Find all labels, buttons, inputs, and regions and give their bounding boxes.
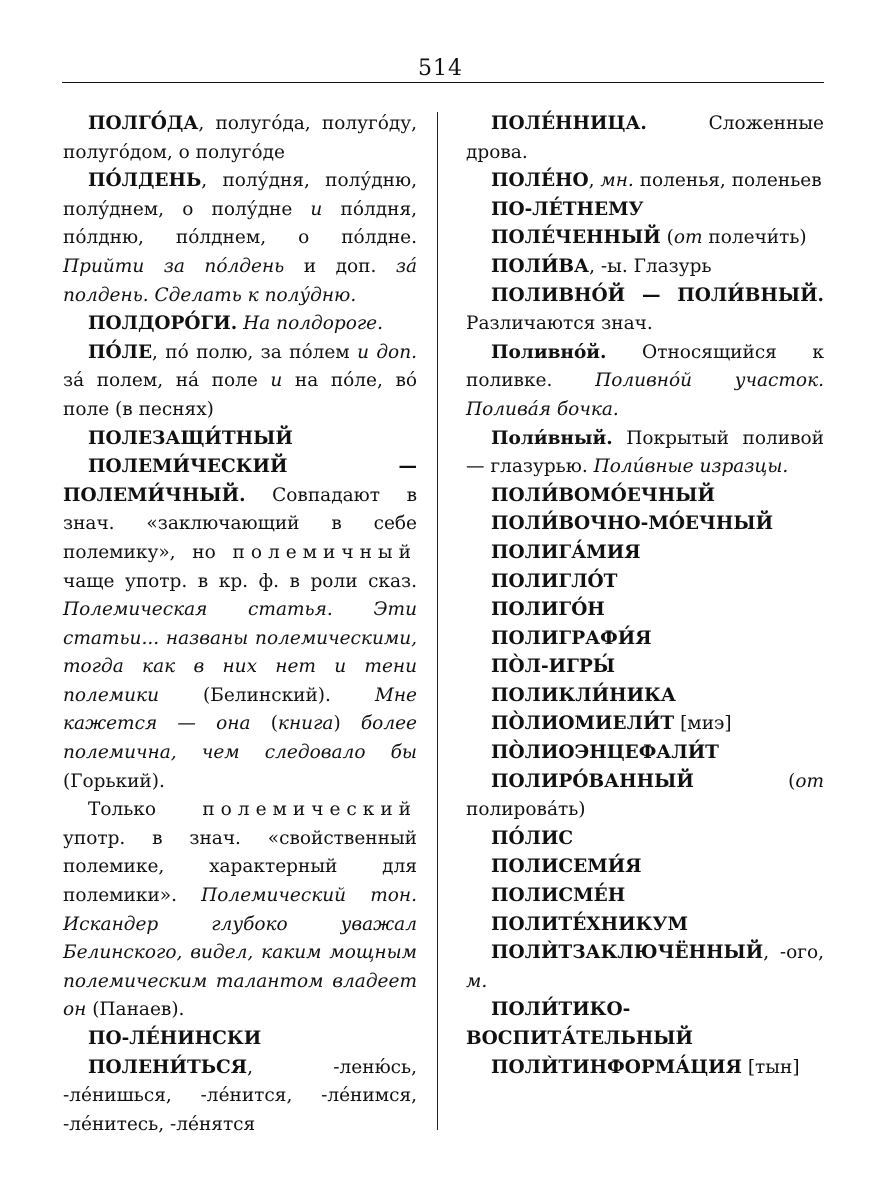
- entry-text: по́лдня, по́лдню, по́лднем, о по́лдне.: [63, 198, 417, 249]
- entry-polechenny: [466, 224, 824, 253]
- right-column: [466, 110, 824, 1082]
- entry-italic: и: [270, 370, 283, 392]
- entry-poliomielit: [466, 710, 824, 739]
- entry-example: На полдороге.: [237, 313, 384, 335]
- headword: ПОЛИРО́ВАННЫЙ: [491, 770, 694, 792]
- headword: ПОЛЍТЗАКЛЮЧЁННЫЙ: [491, 942, 764, 964]
- entry-polirovanny: [466, 768, 824, 825]
- entry-italic: от: [795, 770, 824, 792]
- entry-poliva: [466, 253, 824, 282]
- header-rule: [62, 82, 824, 83]
- headword: ПОЛГО́ДА: [88, 113, 199, 134]
- headword: ПОЛДОРО́ГИ.: [88, 313, 238, 335]
- entry-text: , полуго́да, полуго́ду, полуго́дом, о полуго́де: [63, 113, 417, 163]
- entry-politinformatsiya: [466, 1054, 824, 1083]
- entry-text: полечи́ть): [702, 227, 807, 249]
- entry-poleno: [466, 167, 824, 196]
- entry-polivnoy-sense: [466, 339, 824, 425]
- entry-poliklinika: ПОЛИКЛИ́НИКА: [491, 684, 676, 706]
- entry-polennitsa: [466, 110, 824, 167]
- entry-poldorogi: [63, 310, 417, 339]
- entry-italic: от: [673, 227, 703, 249]
- entry-polgoda: [63, 110, 417, 167]
- headword: ПОЛИ́ВА: [491, 255, 590, 277]
- entry-text: Покрытый поливой — глазурью.: [466, 427, 824, 478]
- headword: ПОЛЕНИ́ТЬСЯ: [88, 1056, 248, 1078]
- entry-text: (: [250, 713, 278, 735]
- entry-italic: м.: [466, 970, 488, 992]
- entry-polemichesky-note: [63, 796, 417, 1025]
- entry-italic: и доп.: [357, 341, 417, 363]
- entry-text: Различаются знач.: [466, 313, 653, 335]
- page-number: 514: [418, 56, 463, 81]
- entry-polivnoy: [466, 282, 824, 339]
- headword: ПОЛЕ́НО: [491, 170, 589, 192]
- entry-polden: [63, 167, 417, 310]
- entry-polezashchitny: [63, 425, 417, 454]
- entry-text: (: [693, 770, 796, 792]
- headword: ПОЛЕ́ННИЦА.: [491, 113, 647, 134]
- entry-text: полирова́ть): [466, 799, 586, 821]
- headword: ПОЛЕ́ЧЕННЫЙ: [491, 227, 661, 249]
- headword: ПО́ЛЕ: [88, 341, 153, 363]
- entry-spaced: полемичный: [232, 541, 417, 563]
- entry-text: , -ого,: [763, 942, 824, 964]
- left-column: [63, 110, 417, 1139]
- entry-spaced: полемический: [202, 799, 417, 821]
- entry-text: Только: [88, 799, 203, 821]
- entry-poligrafiya: ПОЛИГРАФИ́Я: [491, 627, 652, 649]
- entry-text: (Панаев).: [86, 999, 185, 1021]
- entry-example: Поли́вные изразцы.: [593, 456, 789, 478]
- headword: ПОЛИВНО́Й — ПОЛИ́ВНЫЙ.: [491, 284, 824, 306]
- entry-text: чаще употр. в кр. ф. в роли сказ.: [63, 570, 417, 592]
- entry-polioentsefalit: ПО̀ЛИОЭНЦЕФАЛИ́Т: [491, 742, 719, 764]
- entry-italic: книга: [277, 713, 334, 735]
- entry-text: (Белинский).: [159, 684, 375, 706]
- entry-italic: и: [310, 198, 323, 220]
- column-divider: [437, 112, 438, 1130]
- entry-italic: мн.: [600, 170, 634, 192]
- headword: Поливно́й.: [491, 341, 607, 363]
- entry-politekhnikum: ПОЛИТЕ́ХНИКУМ: [491, 913, 688, 935]
- entry-polismen: ПОЛИСМЕ́Н: [491, 885, 626, 907]
- entry-polemichesky: [63, 453, 417, 796]
- headword: ПО-ЛЕ́НИНСКИ: [88, 1028, 262, 1049]
- entry-politzaklyuchenny: [466, 939, 824, 996]
- headword: Поли́вный.: [491, 427, 613, 449]
- entry-text: Относящийся к поливке.: [466, 341, 824, 392]
- entry-poliglot: ПОЛИГЛО́Т: [491, 570, 618, 592]
- entry-example: Полемический тон. Искандер глубоко уважал Белинского, видел, каким мощным полемическим талантом владеет он: [63, 885, 417, 1021]
- headword: ПО́ЛДЕНЬ: [88, 170, 202, 192]
- headword: ПОЛЍТИНФОРМА́ЦИЯ: [491, 1056, 742, 1078]
- entry-polisemiya: ПОЛИСЕМИ́Я: [491, 856, 642, 878]
- entry-polivny-sense: [466, 425, 824, 482]
- entry-text: (Горький).: [63, 770, 165, 792]
- entry-politiko-vospitatelny: ПОЛИ́ТИКО-ВОСПИТА́ТЕЛЬНЫЙ: [466, 999, 693, 1049]
- entry-example: Поливно́й участок. Полива́я бочка.: [466, 370, 824, 420]
- entry-example: более полемична, чем следовало бы: [63, 713, 417, 764]
- headword: ПОЛЕМИ́ЧЕСКИЙ — ПОЛЕМИ́ЧНЫЙ.: [63, 456, 417, 506]
- entry-text: [тын]: [741, 1056, 800, 1078]
- entry-text: , -ы. Глазурь: [589, 255, 712, 277]
- entry-text: Сложенные дрова.: [466, 113, 824, 163]
- entry-text: (: [660, 227, 674, 249]
- entry-example: Полемическая статья. Эти статьи... названы полемическими, тогда как в них нет и тени полемики: [63, 599, 417, 706]
- entry-polis: ПО́ЛИС: [491, 827, 574, 849]
- entry-text: ): [333, 713, 361, 735]
- entry-poligamiya: ПОЛИГА́МИЯ: [491, 541, 641, 563]
- entry-text: Совпадают в знач. «заключающий в себе полемику», но: [63, 484, 417, 563]
- entry-polenitsya: [63, 1054, 417, 1140]
- entry-po-leninski: [63, 1025, 417, 1054]
- entry-text: за́ полем, на́ поле: [63, 370, 271, 392]
- entry-polivochno-moechny: ПОЛИ́ВОЧНО-МО́ЕЧНЫЙ: [491, 513, 774, 535]
- entry-poligon: ПОЛИГО́Н: [491, 599, 605, 621]
- entry-text: употр. в знач. «свойственный полемике, характерный для полемики».: [63, 827, 417, 907]
- entry-example: Мне кажется — она: [63, 684, 417, 735]
- entry-text: и доп.: [284, 255, 396, 277]
- entry-text: , -леню́сь, -ле́нишься, -ле́нится, -ле́нимся, -ле́нитесь, -ле́нятся: [63, 1056, 417, 1135]
- entry-pol-igry: ПО̀Л-ИГРЫ́: [491, 656, 616, 678]
- entry-po-letnemu: [466, 196, 824, 225]
- entry-text: [миэ]: [674, 713, 732, 735]
- headword: ПОЛЕЗАЩИ́ТНЫЙ: [88, 427, 293, 449]
- entry-text: , по́ полю, за по́лем: [152, 341, 358, 363]
- entry-text: поленья, поленьев: [633, 170, 822, 192]
- entry-text: на по́ле, во́ поле (в песнях): [63, 370, 417, 420]
- entry-pole: [63, 339, 417, 425]
- entry-example: Прийти за по́лдень: [63, 255, 285, 277]
- entry-text: ,: [588, 170, 601, 192]
- headword: ПО̀ЛИОМИЕЛИ́Т: [491, 713, 675, 735]
- entry-polivomoechny: ПОЛИ́ВОМО́ЕЧНЫЙ: [491, 484, 715, 506]
- headword: ПО-ЛЕ́ТНЕМУ: [491, 198, 644, 220]
- entry-text: , полу́дня, полу́дню, полу́днем, о полу́дне: [63, 170, 417, 220]
- entry-example: за́ полдень. Сделать к полу́дню.: [63, 255, 417, 306]
